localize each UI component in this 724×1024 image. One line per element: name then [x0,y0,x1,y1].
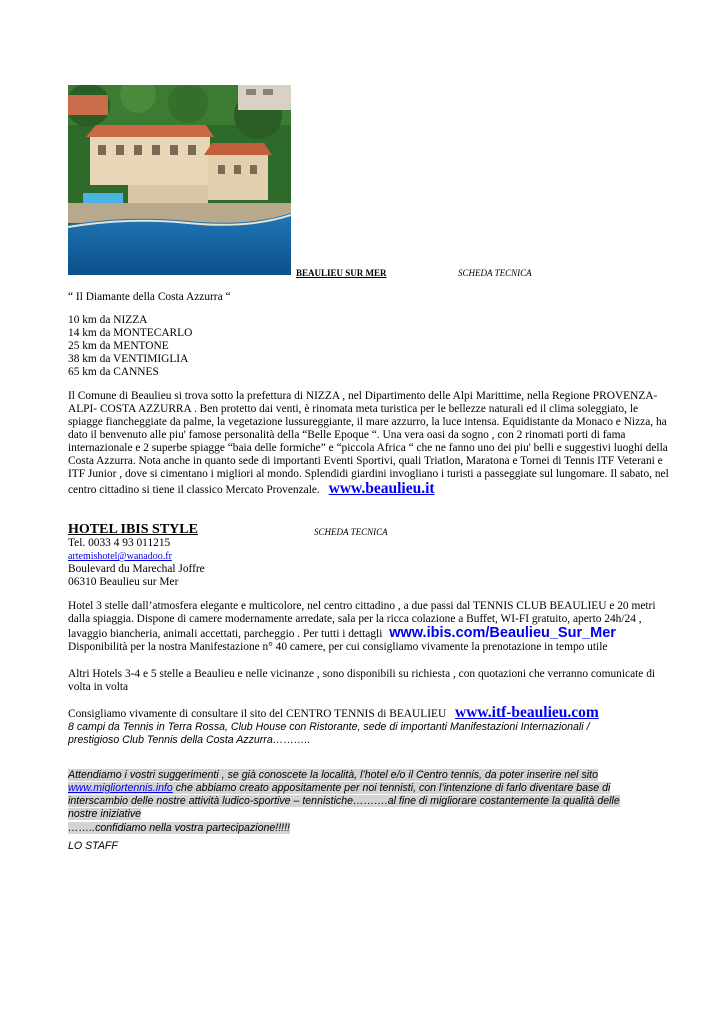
scheda-tecnica-label: SCHEDA TECNICA [458,268,532,278]
intro-line: Costa Azzurra. Nota anche in quanto sede di importanti Eventi Sportivi, quali Triatlon, Maratona e Tornei di Tennis ITF Veterani e [68,455,663,467]
hotel-desc-line: lavaggio biancheria, animali accettati, parcheggio . Per tutti i dettagli [68,628,383,640]
intro-line: ITF Junior , dove si cimentano i migliori al mondo. Splendidi giardini invogliano i turisti a passeggiate sul lungomare. Il sabato, nel [68,468,669,480]
hotel-city: 06310 Beaulieu sur Mer [68,576,179,588]
hotel-photo [68,85,291,275]
closing-line: che abbiamo creato appositamente per noi tennisti, con l’intenzione di farlo diventare base di [172,782,611,794]
hotel-description [68,600,656,654]
distance-item: 65 km da CANNES [68,366,159,378]
intro-line: internazionale e 2 superbe spiagge “baia delle formiche” e “piccola Africa “ che ne fanno uno dei piu' belli e suggestivi luoghi della [68,442,668,454]
hotel-name: HOTEL IBIS STYLE [68,522,198,537]
closing-line: Attendiamo i vostri suggerimenti , se già conoscete la località, l’hotel e/o il Centro tennis, da poter inserire nel sito [68,769,598,781]
tennis-desc-line: prestigioso Club Tennis della Costa Azzurra……….. [68,734,311,746]
intro-line: Il Comune di Beaulieu si trova sotto la prefettura di NIZZA , nel Dipartimento delle Alpi Marittime, nella Regione PROVENZA- [68,390,658,402]
location-title: BEAULIEU SUR MER [296,268,387,278]
intro-line: spiagge fiancheggiate da palme, la vegetazione lussureggiante, il mare azzurro, la luce intensa. Equidistante da Monaco e Nizza, ha [68,416,667,428]
hotel-email-link[interactable]: artemishotel@wanadoo.fr [68,551,172,562]
hotel-address: Boulevard du Marechal Joffre [68,563,205,575]
hotel-scheda-label: SCHEDA TECNICA [314,527,388,537]
beaulieu-website-link[interactable]: www.beaulieu.it [328,480,435,497]
other-hotels-line: Altri Hotels 3-4 e 5 stelle a Beaulieu e nelle vicinanze , sono disponibili su richiesta , con quotazioni che verranno comunicate di [68,668,656,680]
hotel-desc-line: dalla spiaggia. Dispone di camere modernamente arredate, sala per la ricca colazione a Buffet, WI-FI gratuito, aperto 24h/24 , [68,613,642,625]
distance-item: 10 km da NIZZA [68,314,148,326]
tennis-intro: Consigliamo vivamente di consultare il sito del CENTRO TENNIS di BEAULIEU [68,708,447,720]
other-hotels-paragraph [68,668,655,694]
hotel-desc-line: Hotel 3 stelle dall’atmosfera elegante e multicolore, nel centro cittadino , a due passi dal TENNIS CLUB BEAULIEU e 20 metri [68,600,656,612]
hotel-desc-line: Disponibilità per la nostra Manifestazione n° 40 camere, per cui consigliamo vivamente la prenotazione in tempo utile [68,641,608,653]
closing-line: ……..confidiamo nella vostra partecipazione!!!!! [68,822,290,834]
signature: LO STAFF [68,840,118,852]
ibis-website-link[interactable]: www.ibis.com/Beaulieu_Sur_Mer [389,625,616,641]
migliortennis-link[interactable]: www.migliortennis.info [68,782,173,794]
tennis-section [68,706,599,747]
intro-line: dato il benvenuto alle piu' famose personalità della “Belle Epoque “. Una vera oasi da sogno , con 2 rinomati porti di fama [68,429,626,441]
closing-line: nostre iniziative [68,808,142,820]
tennis-desc-line: 8 campi da Tennis in Terra Rossa, Club House con Ristorante, sede di importanti Manifestazioni Internazionali / [68,721,590,733]
intro-line: ALPI- COSTA AZZURRA . Ben protetto dai venti, è rinomata meta turistica per le bellezze naturali ed il clima soleggiato, le [68,403,639,415]
distance-item: 14 km da MONTECARLO [68,327,193,339]
itf-website-link[interactable]: www.itf-beaulieu.com [455,704,599,721]
other-hotels-line: volta in volta [68,681,129,693]
hotel-phone: Tel. 0033 4 93 011215 [68,537,171,549]
closing-line: interscambio delle nostre attività ludico-sportive – tennistiche……….al fine di migliorare costantemente la qualità delle [68,795,620,807]
tagline: “ Il Diamante della Costa Azzurra “ [68,291,231,303]
distance-item: 38 km da VENTIMIGLIA [68,353,189,365]
closing-paragraph [68,769,620,835]
distance-list [68,314,192,379]
intro-line: centro cittadino si tiene il classico Mercato Provenzale. [68,484,320,496]
distance-item: 25 km da MENTONE [68,340,169,352]
intro-paragraph [68,390,668,497]
hotel-contact [68,537,205,589]
